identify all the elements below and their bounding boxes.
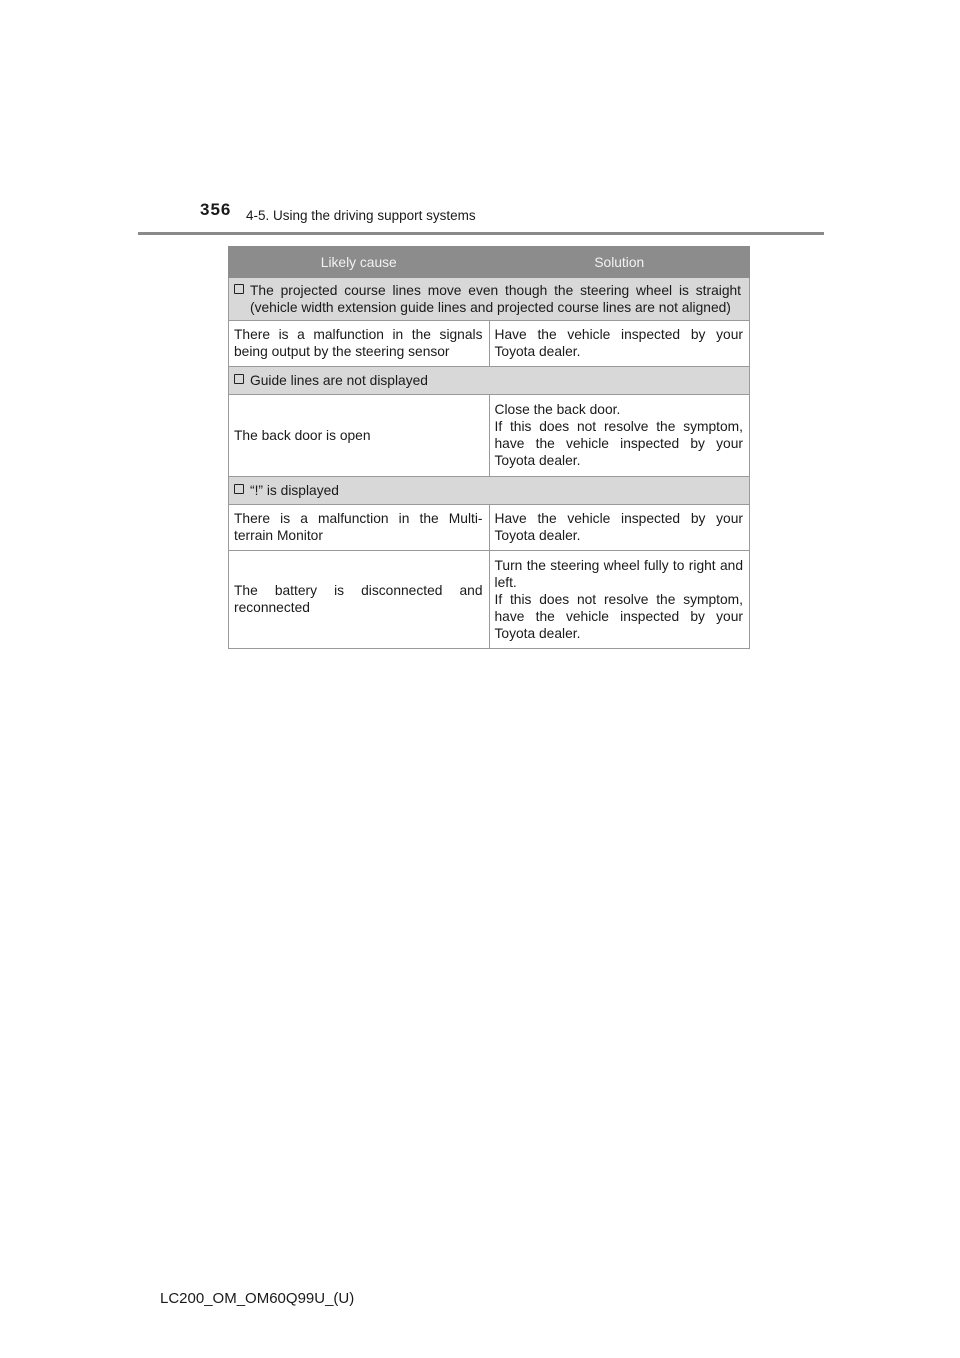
solution-cell [489,321,750,367]
document-code: LC200_OM_OM60Q99U_(U) [160,1290,355,1307]
solution-line: Have the vehicle inspected by your Toyota dealer. [494,327,743,359]
table-row [229,551,750,649]
symptom-cell [229,278,750,321]
table-header-row [229,247,750,278]
solution-cell [489,551,750,649]
solution-line: If this does not resolve the symptom, have the vehicle inspected by your Toyota dealer. [494,591,743,641]
solution-cell [489,505,750,551]
solution-line: If this does not resolve the symptom, have the vehicle inspected by your Toyota dealer. [494,419,743,468]
symptom-row [229,477,750,505]
table-row [229,321,750,367]
checkbox-icon [234,484,244,494]
symptom-text: “!” is displayed [250,483,339,498]
cause-cell: There is a malfunction in the signals being output by the steering sensor [229,321,490,367]
symptom-text: The projected course lines move even though the steering wheel is straight (vehicle width extension guide lines and projected course lines are not aligned) [250,283,741,315]
header-divider [138,232,824,235]
cause-cell: The battery is disconnected and reconnected [229,551,490,649]
column-header-likely-cause: Likely cause [229,247,490,278]
solution-cell [489,395,750,477]
solution-line: Close the back door. [494,402,621,417]
symptom-text: Guide lines are not displayed [250,373,428,388]
solution-line: Turn the steering wheel fully to right and left. [494,557,743,590]
section-title: 4-5. Using the driving support systems [246,208,476,223]
column-header-solution: Solution [489,247,750,278]
table-row [229,505,750,551]
table-row [229,395,750,477]
solution-line: Have the vehicle inspected by your Toyota dealer. [494,511,743,543]
cause-cell: There is a malfunction in the Multi-terrain Monitor [229,505,490,551]
checkbox-icon [234,284,244,294]
checkbox-icon [234,374,244,384]
troubleshooting-table [228,246,750,649]
cause-cell: The back door is open [229,395,490,477]
symptom-cell [229,367,750,395]
symptom-row [229,278,750,321]
symptom-cell [229,477,750,505]
symptom-row [229,367,750,395]
page-number: 356 [200,200,232,219]
